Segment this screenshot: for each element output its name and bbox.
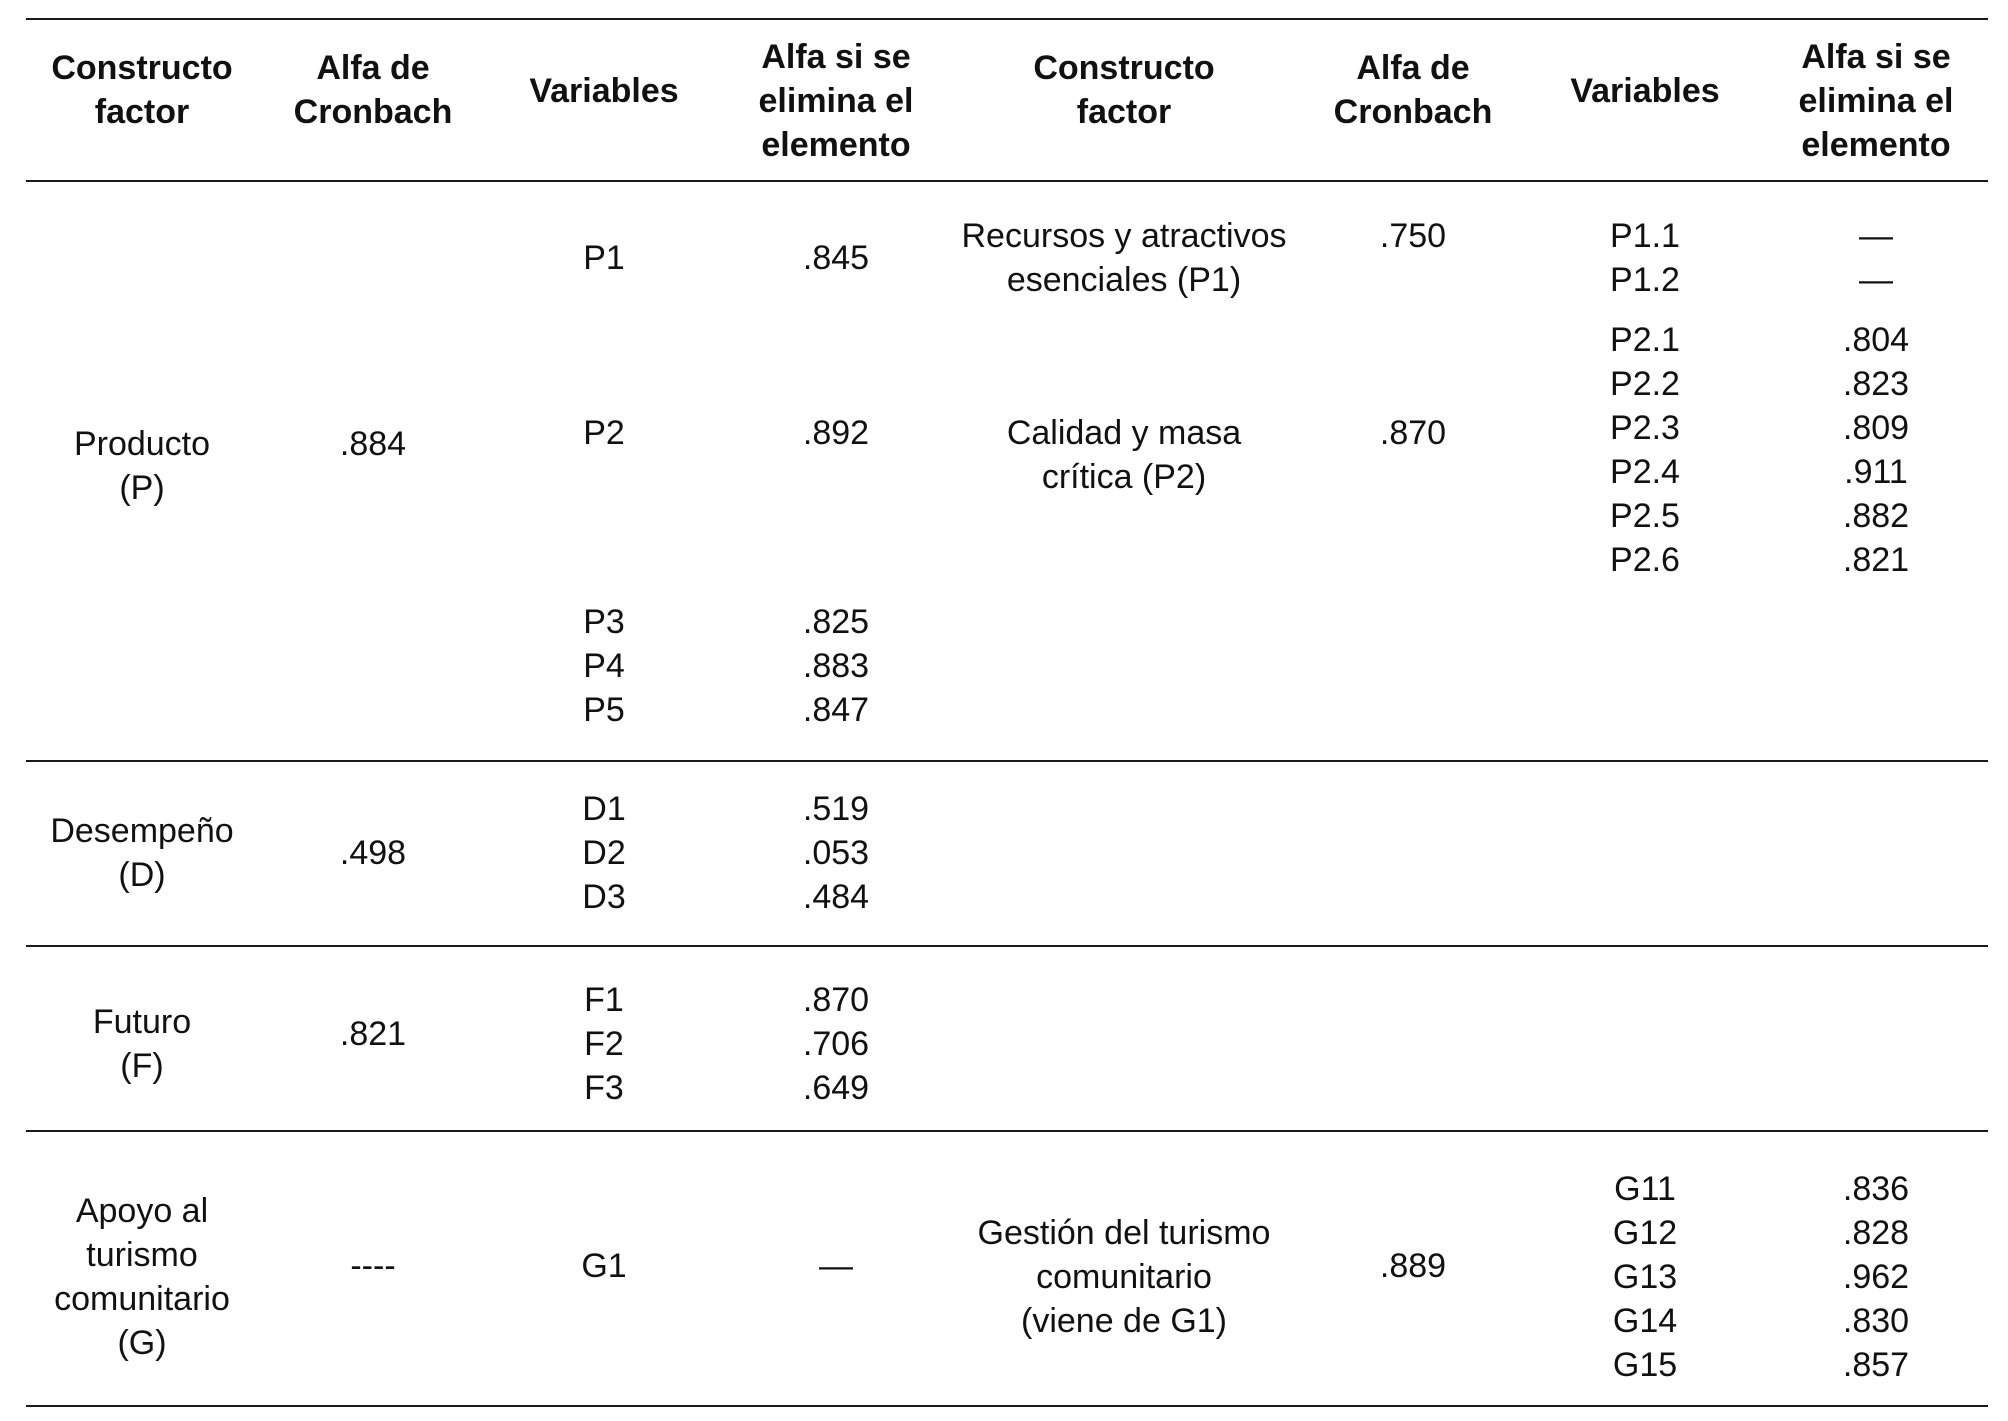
header-alfa-cronbach: Alfa de Cronbach [293, 49, 453, 131]
header-alfa-eliminado-2: Alfa si se elimina el elemento [1798, 38, 1954, 164]
construct-desempeno: Desempeño (D) [50, 812, 234, 894]
header-constructo-factor-2: Constructo factor [1033, 49, 1215, 131]
alpha-deleted-p1-sub: — — [1859, 217, 1893, 299]
alpha-deleted-p2-sub: .804 .823 .809 .911 .882 .821 [1842, 321, 1910, 579]
construct-apoyo-turismo: Apoyo al turismo comunitario (G) [54, 1192, 230, 1362]
alpha-deleted-g-sub: .836 .828 .962 .830 .857 [1842, 1170, 1910, 1384]
alpha-deleted-p1: .845 [802, 239, 870, 277]
alpha-deleted-p2: .892 [802, 414, 870, 452]
alpha-futuro: .821 [339, 1015, 407, 1053]
header-alfa-cronbach-2: Alfa de Cronbach [1333, 49, 1493, 131]
alpha-recursos-atractivos: .750 [1379, 217, 1447, 255]
table-bottom-rule [26, 1405, 1988, 1407]
construct-producto: Producto (P) [73, 425, 211, 507]
variables-f: F1 F2 F3 [584, 981, 624, 1107]
header-variables: Variables [529, 72, 679, 110]
construct-futuro: Futuro (F) [92, 1003, 192, 1085]
group-divider-rule [26, 760, 1988, 762]
alpha-apoyo-turismo: ---- [350, 1247, 396, 1285]
group-divider-rule [26, 1130, 1988, 1132]
variables-p3-p5: P3 P4 P5 [583, 603, 625, 729]
header-variables-2: Variables [1570, 72, 1720, 110]
construct-recursos-atractivos: Recursos y atractivos esenciales (P1) [961, 217, 1287, 299]
alpha-deleted-p3-p5: .825 .883 .847 [802, 603, 870, 729]
construct-calidad-masa-critica: Calidad y masa crítica (P2) [1006, 414, 1242, 496]
construct-gestion-turismo: Gestión del turismo comunitario (viene de G1) [977, 1214, 1271, 1340]
alpha-desempeno: .498 [339, 834, 407, 872]
variables-g-sub: G11 G12 G13 G14 G15 [1612, 1170, 1678, 1384]
variable-g1: G1 [581, 1247, 627, 1285]
group-divider-rule [26, 945, 1988, 947]
variables-d: D1 D2 D3 [582, 790, 626, 916]
alpha-producto: .884 [339, 425, 407, 463]
header-constructo-factor: Constructo factor [51, 49, 233, 131]
header-alfa-eliminado: Alfa si se elimina el elemento [758, 38, 914, 164]
variable-p2: P2 [583, 414, 625, 452]
table-top-rule [26, 18, 1988, 20]
alpha-gestion-turismo: .889 [1379, 1247, 1447, 1285]
variable-p1: P1 [583, 239, 625, 277]
alpha-deleted-f: .870 .706 .649 [802, 981, 870, 1107]
header-bottom-rule [26, 180, 1988, 182]
variables-p2-sub: P2.1 P2.2 P2.3 P2.4 P2.5 P2.6 [1610, 321, 1680, 579]
variables-p1-sub: P1.1 P1.2 [1610, 217, 1680, 299]
alpha-calidad-masa-critica: .870 [1379, 414, 1447, 452]
alpha-deleted-g1: — [819, 1247, 853, 1285]
alpha-deleted-d: .519 .053 .484 [802, 790, 870, 916]
